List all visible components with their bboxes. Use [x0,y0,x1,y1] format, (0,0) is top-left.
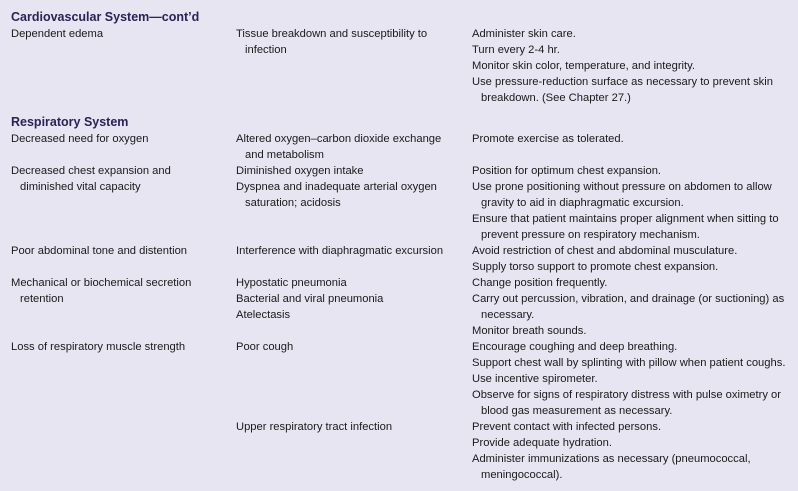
intervention-text: Avoid restriction of chest and abdominal musculature. [472,245,738,257]
intervention-text: Use pressure-reduction surface as necessary to prevent skin breakdown. (See Chapter 27.) [472,76,773,104]
problem-text: Poor abdominal tone and distention [11,245,188,257]
intervention-text: Use prone positioning without pressure on abdomen to allow gravity to aid in diaphragmatic excursion. [472,181,772,209]
intervention-text: Administer immunizations as necessary (pneumococcal, meningococcal). [472,453,751,481]
intervention-text: Support chest wall by splinting with pillow when patient coughs. [472,357,786,369]
section-title-respiratory: Respiratory System [11,115,129,129]
consequence-cell [236,275,460,323]
problem-cell [11,26,221,42]
consequence-text: Interference with diaphragmatic excursion [236,245,444,257]
intervention-text: Turn every 2-4 hr. [472,44,560,56]
intervention-cell [472,163,790,243]
consequence-text: Upper respiratory tract infection [236,421,393,433]
problem-cell [11,243,221,259]
intervention-text: Prevent contact with infected persons. [472,421,662,433]
problem-text: Decreased need for oxygen [11,133,149,145]
intervention-text: Use incentive spirometer. [472,373,598,385]
problem-text: Decreased chest expansion and diminished vital capacity [11,165,171,193]
intervention-text: Promote exercise as tolerated. [472,133,624,145]
intervention-cell [472,339,790,419]
intervention-text: Observe for signs of respiratory distress with pulse oximetry or blood gas measurement as necessary. [472,389,782,417]
problem-text: Dependent edema [11,28,104,40]
problem-cell [11,339,221,355]
consequence-text: Dyspnea and inadequate arterial oxygen saturation; acidosis [236,181,437,209]
problem-cell [11,131,221,147]
consequence-cell [236,339,460,355]
consequence-text: Atelectasis [236,309,291,321]
intervention-text: Provide adequate hydration. [472,437,612,449]
intervention-text: Carry out percussion, vibration, and drainage (or suctioning) as necessary. [472,293,785,321]
intervention-text: Monitor skin color, temperature, and integrity. [472,60,696,72]
consequence-text: Bacterial and viral pneumonia [236,293,384,305]
intervention-cell [472,275,790,339]
intervention-cell [472,243,790,275]
intervention-text: Ensure that patient maintains proper alignment when sitting to prevent pressure on respiratory mechanism. [472,213,779,241]
consequence-cell [236,131,460,163]
problem-text: Loss of respiratory muscle strength [11,341,186,353]
consequence-text: Poor cough [236,341,294,353]
consequence-text: Tissue breakdown and susceptibility to infection [236,28,428,56]
intervention-cell [472,131,790,147]
intervention-text: Encourage coughing and deep breathing. [472,341,678,353]
problem-cell [11,163,221,195]
intervention-text: Change position frequently. [472,277,608,289]
intervention-cell [472,26,790,106]
consequence-cell [236,419,460,435]
intervention-text: Administer skin care. [472,28,576,40]
consequence-cell [236,243,460,259]
consequence-text: Altered oxygen–carbon dioxide exchange and metabolism [236,133,442,161]
consequence-cell [236,163,460,211]
intervention-text: Supply torso support to promote chest expansion. [472,261,719,273]
section-title-cardiovascular: Cardiovascular System—cont’d [11,10,200,24]
consequence-text: Hypostatic pneumonia [236,277,347,289]
problem-text: Mechanical or biochemical secretion retention [11,277,192,305]
consequence-cell [236,26,460,58]
intervention-cell [472,419,790,483]
intervention-text: Monitor breath sounds. [472,325,587,337]
intervention-text: Position for optimum chest expansion. [472,165,662,177]
consequence-text: Diminished oxygen intake [236,165,364,177]
problem-cell [11,275,221,307]
